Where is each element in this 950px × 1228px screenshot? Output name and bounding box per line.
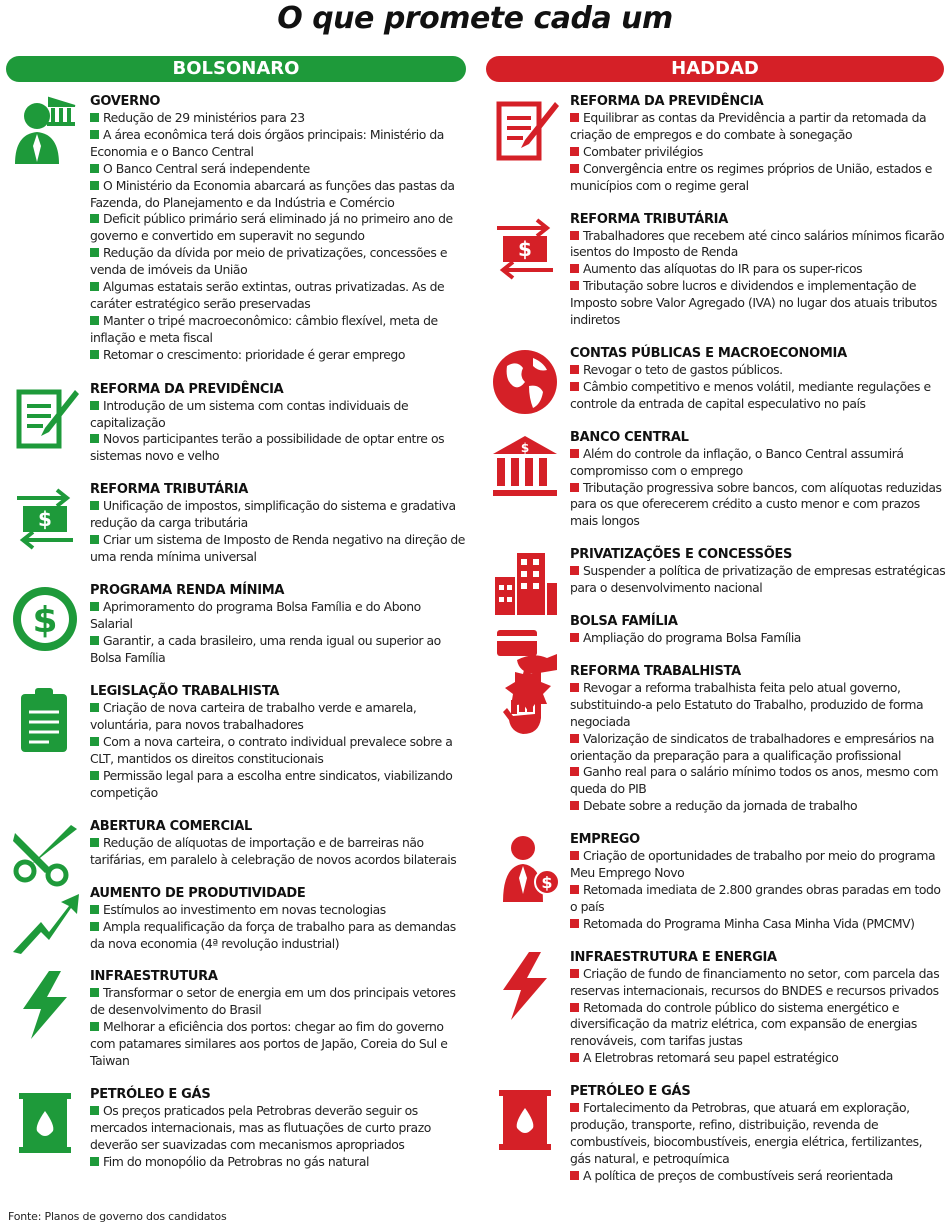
bullet-square [90,130,99,139]
page-title: O que promete cada um [277,1,673,36]
section-items [90,110,466,364]
section-heading: REFORMA DA PREVIDÊNCIA [570,94,764,109]
list-item [90,127,466,161]
item-text: O Banco Central será independente [103,160,310,176]
section-items [570,848,946,933]
svg-text:$: $ [518,236,532,261]
bullet-square [570,885,579,894]
bullet-square [90,401,99,410]
politician-bank-icon [6,94,84,172]
list-item [90,245,466,279]
section-heading: REFORMA TRIBUTÁRIA [90,482,248,498]
bullet-square [90,1022,99,1031]
list-item [570,161,946,195]
item-text: Revogar a reforma trabalhista feita pelo atual governo, substituindo-a pelo Estatuto do Trabalho, produzido de forma negociada [570,679,924,729]
section [486,212,946,329]
list-item [570,764,946,798]
bullet-square [570,483,579,492]
item-text: Aprimoramento do programa Bolsa Família e do Abono Salarial [90,598,421,631]
bullet-square [570,113,579,122]
section [6,819,466,869]
bolsonaro-banner: BOLSONARO [6,56,466,82]
item-text: Transformar o setor de energia em um dos principais vetores de desenvolvimento do Brasil [90,985,456,1018]
item-text: Câmbio competitivo e menos volátil, mediante regulações e controle da entrada de capital especulativo no país [570,378,931,411]
item-text: Retomada do Programa Minha Casa Minha Vida (PMCMV) [583,915,915,931]
section [486,664,946,815]
item-text: Melhorar a eficiência dos portos: chegar ao fim do governo com patamares similares aos portos de Japão, Coreia do Sul e Taiwan [90,1019,448,1069]
bullet-square [570,969,579,978]
list-item [90,902,466,919]
list-item [90,211,466,245]
bullet-square [90,1106,99,1115]
bullet-square [570,164,579,173]
bolsonaro-column [6,94,466,1171]
list-item [90,599,466,633]
list-item [570,261,946,278]
bullet-square [570,231,579,240]
list-item [90,919,466,953]
section-heading: PRIVATIZAÇÕES E CONCESSÕES [570,547,793,563]
item-text: A área econômica terá dois órgãos principais: Ministério da Economia e o Banco Central [90,126,444,159]
section-items [90,835,466,869]
bullet-square [570,919,579,928]
money-transfer-icon [6,482,84,560]
section [486,94,946,195]
section-items [90,902,466,953]
section-heading: BOLSA FAMÍLIA [570,614,678,630]
section [6,969,466,1070]
list-item [570,731,946,765]
list-item [570,144,946,161]
item-text: Combater privilégios [583,143,703,159]
section-heading: AUMENTO DE PRODUTIVIDADE [90,885,306,901]
section-items [570,110,946,195]
item-text: Fortalecimento da Petrobras, que atuará em exploração, produção, transporte, refino, distribuição, revenda de combustíveis, biocombustíveis, energia elétrica, fertilizantes, gás natural, e petroquímica [570,1100,923,1166]
document-pen-icon [6,382,84,460]
bullet-square [90,922,99,931]
section [6,482,466,566]
section-heading: INFRAESTRUTURA E ENERGIA [570,949,777,965]
haddad-banner: HADDAD [486,56,944,82]
bullet-square [570,566,579,575]
list-item [90,1103,466,1154]
bullet-square [90,905,99,914]
svg-text:$: $ [520,440,530,455]
list-item [90,178,466,212]
item-text: Criar um sistema de Imposto de Renda negativo na direção de uma renda mínima universal [90,532,465,564]
item-text: O Ministério da Economia abarcará as funções das pastas da Fazenda, do Planejamento e da Indústria e Comércio [90,177,455,210]
section-items [570,362,946,413]
item-text: Redução de alíquotas de importação e de barreiras não tarifárias, em paralelo à celebração de novos acordos bilaterais [90,834,457,867]
section-heading: INFRAESTRUTURA [90,969,218,985]
item-text: Deficit público primário será eliminado já no primeiro ano de governo e convertido em superavit no segundo [90,211,453,244]
item-text: Ganho real para o salário mínimo todos os anos, mesmo com queda do PIB [570,764,939,797]
section [486,1084,946,1185]
item-text: Revogar o teto de gastos públicos. [583,361,783,377]
item-text: Ampliação do programa Bolsa Família [583,630,801,646]
section-heading: REFORMA TRABALHISTA [570,663,741,679]
list-item [570,110,946,144]
bullet-square [570,1003,579,1012]
item-text: Retomada imediata de 2.800 grandes obras paradas em todo o país [570,882,941,914]
item-text: Permissão legal para a escolha entre sindicatos, viabilizando competição [90,768,453,800]
section [6,1087,466,1171]
section-items [570,966,946,1067]
item-text: Tributação sobre lucros e dividendos e implementação de Imposto sobre Valor Agregado (IVA) no lugar dos atuais tributos indiretos [570,278,937,328]
clipboard-icon [6,684,84,762]
bullet-square [90,113,99,122]
item-text: Criação de oportunidades de trabalho por meio do programa Meu Emprego Novo [570,848,936,881]
section [6,886,466,953]
section-heading: ABERTURA COMERCIAL [90,818,253,834]
item-text: Ampla requalificação da força de trabalho para as demandas da nova economia (4ª revolução industrial) [90,918,456,951]
section-items [570,680,946,815]
list-item [90,279,466,313]
list-item [90,633,466,667]
section [486,346,946,413]
bullet-square [90,703,99,712]
section [486,614,946,647]
list-item [570,362,946,379]
document-pen-icon [486,94,564,172]
lightning-icon [486,950,564,1028]
list-item [90,985,466,1019]
bullet-square [570,767,579,776]
list-item [90,161,466,178]
worker-dollar-icon [486,832,564,910]
hand-badge-icon [486,664,564,742]
list-item [90,431,466,465]
svg-text:$: $ [38,507,52,532]
list-item [570,1050,946,1067]
list-item [90,1154,466,1171]
globe-icon [486,346,564,424]
bullet-square [90,501,99,510]
list-item [90,398,466,432]
bullet-square [570,449,579,458]
bullet-square [570,281,579,290]
bullet-square [570,382,579,391]
item-text: Aumento das alíquotas do IR para os super-ricos [583,261,863,277]
item-text: Valorização de sindicatos de trabalhadores e empresários na orientação da preparação para a qualificação profissional [570,730,935,763]
bullet-square [570,264,579,273]
bullet-square [90,248,99,257]
list-item [570,228,946,262]
list-item [90,313,466,347]
list-item [570,798,946,815]
section-heading: LEGISLAÇÃO TRABALHISTA [90,684,280,700]
item-text: Redução de 29 ministérios para 23 [103,110,305,125]
section-items [90,985,466,1070]
growth-arrow-icon [6,886,84,964]
item-text: Os preços praticados pela Petrobras deverão seguir os mercados internacionais, mas as flutuações de curto prazo deverão ser suavizadas com mecanismos apropriados [90,1102,431,1152]
section-heading: EMPREGO [570,832,640,848]
item-text: Unificação de impostos, simplificação do sistema e gradativa redução da carga tributária [90,498,456,531]
bullet-square [90,838,99,847]
section [6,583,466,667]
haddad-column [486,94,946,1185]
section-items [570,446,946,531]
item-text: Retomada do controle público do sistema energético e diversificação da matriz elétrica, com expansão de energias renováveis, com tarifas justas [570,999,917,1049]
bullet-square [570,801,579,810]
list-item [90,110,466,127]
bullet-square [90,316,99,325]
list-item [90,835,466,869]
list-item [570,848,946,882]
list-item [90,734,466,768]
bank-icon [486,430,564,508]
section-items [570,228,946,329]
item-text: Criação de nova carteira de trabalho verde e amarela, voluntária, para novos trabalhadores [90,700,417,733]
oil-barrel-icon [486,1084,564,1162]
section-heading: PETRÓLEO E GÁS [570,1084,691,1100]
item-text: Equilibrar as contas da Previdência a partir da retomada da criação de empregos e do combate à sonegação [570,110,927,142]
section-heading: PETRÓLEO E GÁS [90,1086,211,1102]
item-text: Além do controle da inflação, o Banco Central assumirá compromisso com o emprego [570,445,904,478]
bullet-square [90,434,99,443]
item-text: Novos participantes terão a possibilidade de optar entre os sistemas novo e velho [90,431,445,464]
section-heading: REFORMA TRIBUTÁRIA [570,211,728,227]
item-text: Retomar o crescimento: prioridade é gerar emprego [103,346,405,362]
list-item [570,480,946,531]
item-text: Algumas estatais serão extintas, outras privatizadas. As de caráter estratégico serão preservadas [90,279,445,311]
section [486,430,946,531]
section-items [90,498,466,566]
section-items [570,630,946,647]
list-item [570,882,946,916]
list-item [90,1019,466,1070]
section-heading: BANCO CENTRAL [570,429,689,445]
svg-text:$: $ [32,599,58,641]
list-item [570,563,946,597]
bullet-square [570,147,579,156]
section [6,684,466,801]
bullet-square [90,602,99,611]
list-item [90,532,466,566]
section-heading: GOVERNO [90,94,161,109]
source-note: Fonte: Planos de governo dos candidatos [8,1210,227,1223]
bullet-square [570,734,579,743]
list-item [570,1000,946,1051]
bullet-square [90,214,99,223]
item-text: Redução da dívida por meio de privatizações, concessões e venda de imóveis da União [90,245,447,278]
list-item [90,768,466,802]
bullet-square [90,737,99,746]
section-heading: PROGRAMA RENDA MÍNIMA [90,582,285,598]
section-items [90,599,466,667]
bullet-square [90,350,99,359]
item-text: A política de preços de combustíveis será reorientada [583,1167,893,1183]
section-heading: REFORMA DA PREVIDÊNCIA [90,381,284,397]
bullet-square [570,683,579,692]
section-items [570,563,946,597]
item-text: Criação de fundo de financiamento no setor, com parcela das reservas internacionais, recursos do BNDES e recursos privados [570,965,940,998]
list-item [90,347,466,364]
oil-barrel-icon [6,1087,84,1165]
list-item [570,1168,946,1185]
dollar-coin-icon [6,583,84,661]
list-item [570,1100,946,1168]
section-items [90,398,466,466]
item-text: A Eletrobras retomará seu papel estratégico [583,1050,839,1066]
svg-text:$: $ [541,873,553,893]
bullet-square [570,633,579,642]
item-text: Com a nova carteira, o contrato individual prevalece sobre a CLT, mantidos os direitos constitucionais [90,734,453,767]
bullet-square [90,636,99,645]
bullet-square [570,365,579,374]
list-item [90,498,466,532]
bullet-square [90,988,99,997]
section [486,950,946,1067]
section [6,94,466,364]
list-item [570,446,946,480]
list-item [570,966,946,1000]
section-heading: CONTAS PÚBLICAS E MACROECONOMIA [570,345,847,361]
list-item [570,916,946,933]
item-text: Suspender a política de privatização de empresas estratégicas para o desenvolvimento nacional [570,563,946,596]
list-item [90,700,466,734]
bullet-square [90,181,99,190]
section [6,382,466,466]
item-text: Tributação progressiva sobre bancos, com alíquotas reduzidas para os que oferecerem crédito a custo menor e com prazos mais longos [570,479,942,529]
bullet-square [90,1157,99,1166]
item-text: Garantir, a cada brasileiro, uma renda igual ou superior ao Bolsa Família [90,632,441,665]
section [486,832,946,933]
item-text: Estímulos ao investimento em novas tecnologias [103,901,386,917]
bullet-square [90,164,99,173]
money-transfer-icon [486,212,564,290]
bullet-square [570,1171,579,1180]
lightning-icon [6,969,84,1047]
bullet-square [90,771,99,780]
bullet-square [90,535,99,544]
list-item [570,630,946,647]
item-text: Convergência entre os regimes próprios de União, estados e municípios com o regime geral [570,160,932,193]
bullet-square [90,282,99,291]
section [486,547,946,597]
section-items [90,700,466,801]
item-text: Debate sobre a redução da jornada de trabalho [583,798,858,814]
item-text: Fim do monopólio da Petrobras no gás natural [103,1153,369,1169]
item-text: Trabalhadores que recebem até cinco salários mínimos ficarão isentos do Imposto de Renda [570,227,945,260]
bullet-square [570,851,579,860]
list-item [570,680,946,731]
list-item [570,379,946,413]
section-items [90,1103,466,1171]
bullet-square [570,1053,579,1062]
list-item [570,278,946,329]
bullet-square [570,1103,579,1112]
section-items [570,1100,946,1185]
item-text: Manter o tripé macroeconômico: câmbio flexível, meta de inflação e meta fiscal [90,312,438,345]
item-text: Introdução de um sistema com contas individuais de capitalização [90,397,409,430]
